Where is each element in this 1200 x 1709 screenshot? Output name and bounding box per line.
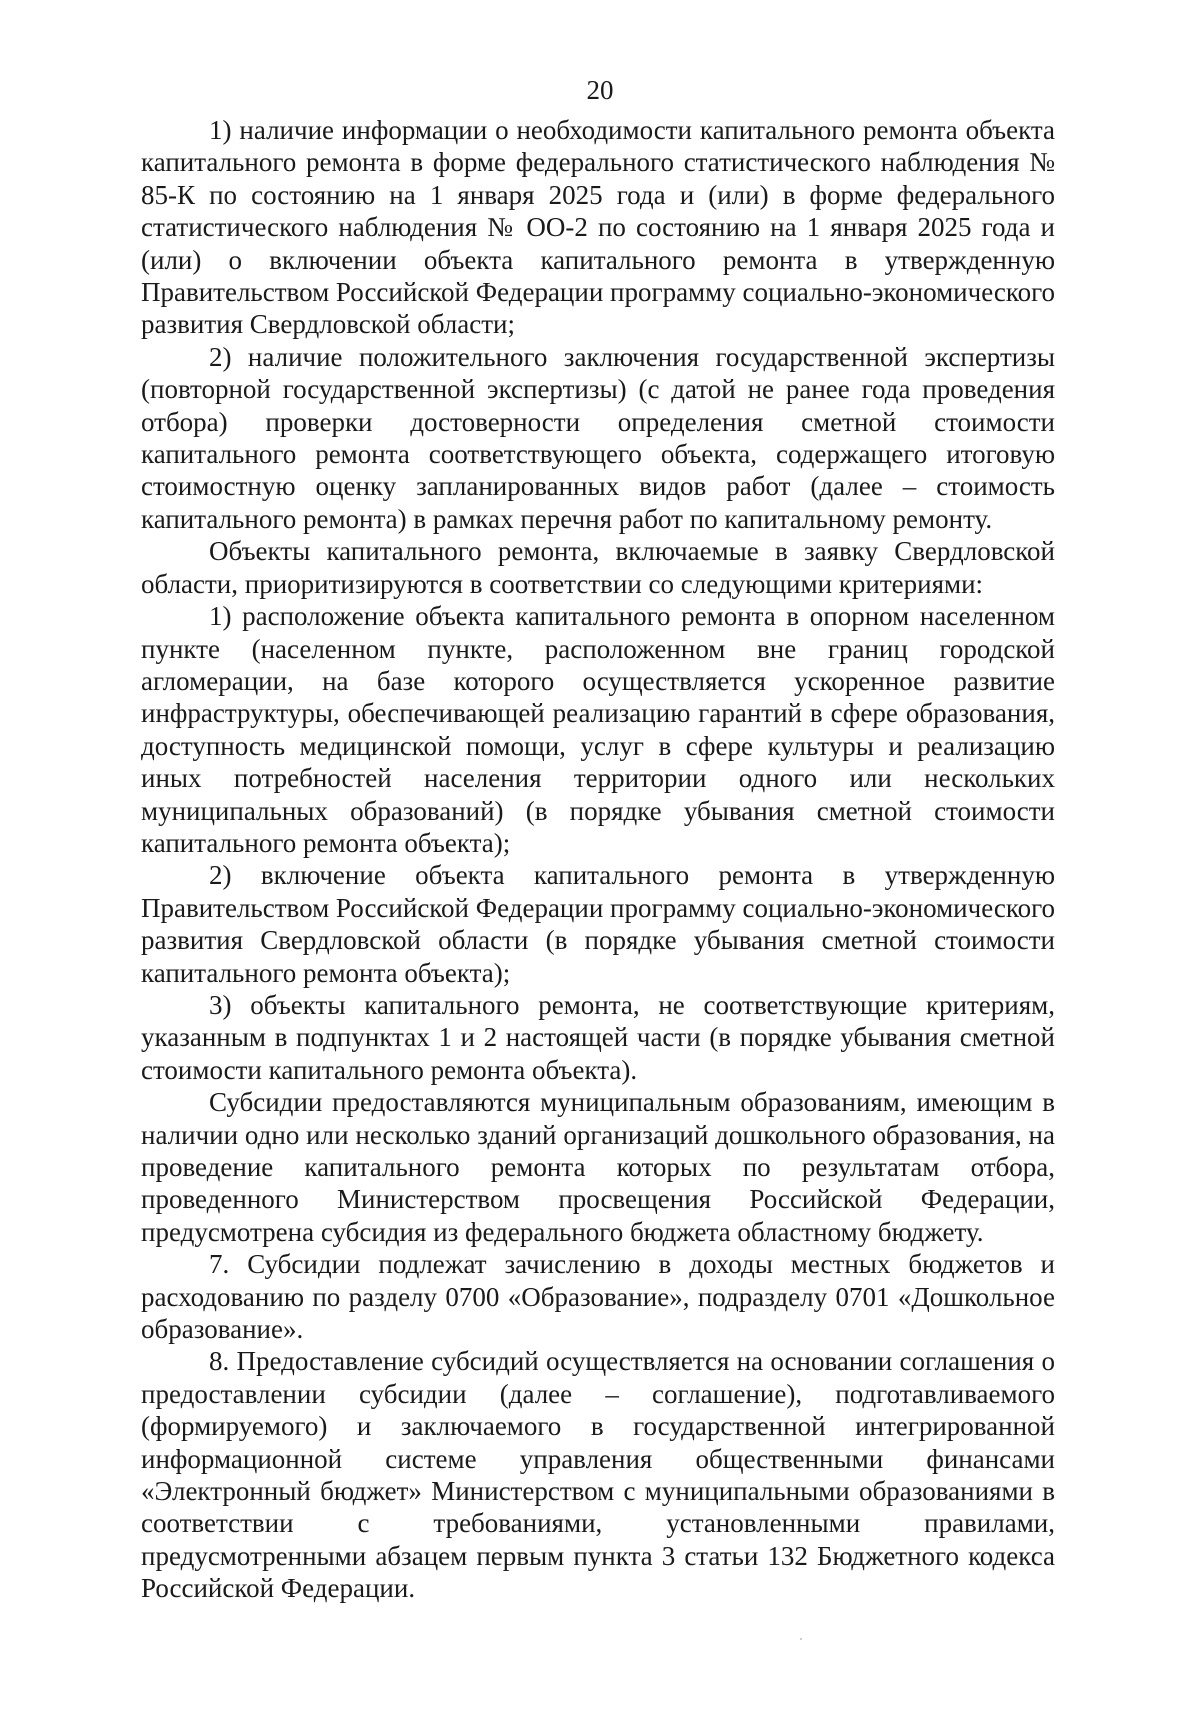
paragraph-section-8: 8. Предоставление субсидий осуществляется на основании соглашения о предоставлении субсидии (далее – соглашение), подготавливаемого (формируемого) и заключаемого в государственной интегрированной информационной системе управления общественными финансами «Электронный бюджет» Министерством с муниципальными образованиями в соответствии с требованиями, установленными правилами, предусмотренными абзацем первым пункта 3 статьи 132 Бюджетного кодекса Российской Федерации.	[141, 1346, 1055, 1604]
page-number: 20	[586, 75, 614, 105]
document-body	[141, 114, 1055, 1605]
paragraph-prioritization-intro: Объекты капитального ремонта, включаемые в заявку Свердловской области, приоритизируются в соответствии со следующими критериями:	[141, 536, 1055, 599]
paragraph-condition-2: 2) наличие положительного заключения государственной экспертизы (повторной государственной экспертизы) (с датой не ранее года проведения отбора) проверки достоверности определения сметной стоимости капитального ремонта соответствующего объекта, содержащего итоговую стоимостную оценку запланированных видов работ (далее – стоимость капитального ремонта) в рамках перечня работ по капитальному ремонту.	[141, 341, 1055, 534]
scan-speck	[800, 1638, 802, 1640]
paragraph-subsidy-recipients: Субсидии предоставляются муниципальным образованиям, имеющим в наличии одно или несколько зданий организаций дошкольного образования, на проведение капитального ремонта которых по результатам отбора, проведенного Министерством просвещения Российской Федерации, предусмотрена субсидия из федерального бюджета областному бюджету.	[141, 1087, 1055, 1247]
paragraph-criterion-3: 3) объекты капитального ремонта, не соответствующие критериям, указанным в подпунктах 1 и 2 настоящей части (в порядке убывания сметной стоимости капитального ремонта объекта).	[141, 989, 1055, 1085]
paragraph-condition-1: 1) наличие информации о необходимости капитального ремонта объекта капитального ремонта в форме федерального статистического наблюдения № 85-К по состоянию на 1 января 2025 года и (или) в форме федерального статистического наблюдения № ОО-2 по состоянию на 1 января 2025 года и (или) о включении объекта капитального ремонта в утвержденную Правительством Российской Федерации программу социально-экономического развития Свердловской области;	[141, 115, 1055, 340]
paragraph-criterion-2: 2) включение объекта капитального ремонта в утвержденную Правительством Российской Федерации программу социально-экономического развития Свердловской области (в порядке убывания сметной стоимости капитального ремонта объекта);	[141, 860, 1055, 988]
paragraph-criterion-1: 1) расположение объекта капитального ремонта в опорном населенном пункте (населенном пункте, расположенном вне границ городской агломерации, на базе которого осуществляется ускоренное развитие инфраструктуры, обеспечивающей реализацию гарантий в сфере образования, доступность медицинской помощи, услуг в сфере культуры и реализацию иных потребностей населения территории одного или нескольких муниципальных образований) (в порядке убывания сметной стоимости капитального ремонта объекта);	[141, 601, 1055, 858]
paragraph-section-7: 7. Субсидии подлежат зачислению в доходы местных бюджетов и расходованию по разделу 0700 «Образование», подразделу 0701 «Дошкольное образование».	[141, 1249, 1055, 1345]
